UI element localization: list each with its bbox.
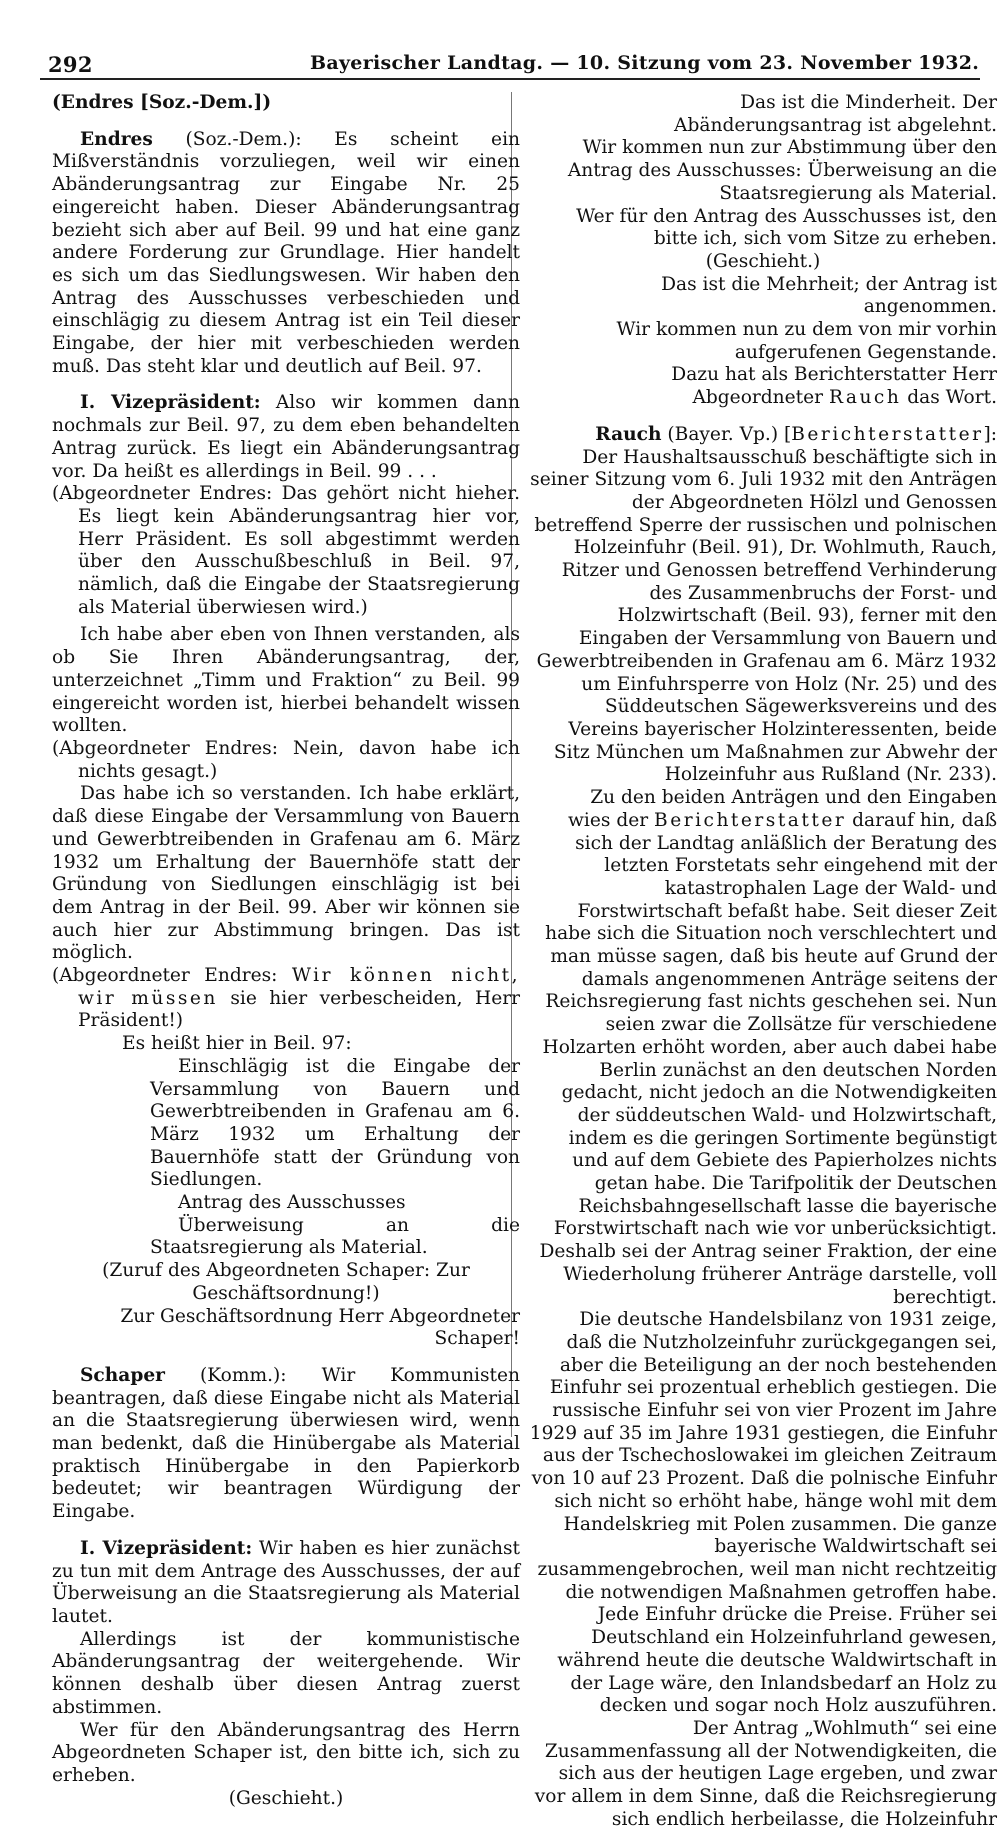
continuation-heading: (Endres [Soz.-Dem.]) — [52, 92, 272, 113]
paragraph-text: Also wir kommen dann nochmals zur Beil. 97, zu dem eben behandelten Antrag zurück. Es liegt ein Abänderungsantrag vor. Da heißt es allerdings in Beil. 99 . . . — [52, 392, 520, 482]
paragraph-text: (Soz.-Dem.): Es scheint ein Mißverständnis vorzuliegen, weil wir einen Abänderungsantrag zur Eingabe Nr. 25 eingereicht haben. Dieser Abänderungsantrag bezieht sich aber auf Beil. 99 und hat eine ganz andere Forderung zur Grundlage. Hier handelt es sich um das Siedlungswesen. Wir haben den Antrag des Ausschusses verbeschieden und einschlägig zu diesem Antrag ist ein Teil dieser Eingabe, der hier mit verbeschieden werden muß. Das steht klar und deutlich auf Beil. 97. — [52, 128, 520, 377]
page-number: 292 — [48, 52, 93, 77]
paragraph — [529, 787, 997, 1309]
paragraph — [52, 392, 520, 483]
paragraph — [52, 1365, 520, 1524]
right-column — [529, 92, 997, 1831]
interjection-emphasis: Wir können nicht, wir müssen — [78, 965, 521, 1009]
paragraph: Der Antrag „Wohlmuth“ sei eine Zusammenfassung all der Notwendigkeiten, die sich aus der heutigen Lage ergeben, und zwar vor allem in dem Sinne, daß die Reichsregierung sich endlich herbeilasse, die Holzeinfuhr — [534, 1717, 997, 1830]
paragraph-text: ]: Der Haushaltsausschuß beschäftigte sich in seiner Sitzung vom 6. Juli 1932 mit den Anträgen der Abgeordneten Hölzl und Genossen betreffend Sperre der russischen und polnischen Holzeinfuhr (Beil. 91), Dr. Wohlmuth, Rauch, Ritzer und Genossen betreffend Verhinderung des Zusammenbruchs der Forst- und Holzwirtschaft (Beil. 93), ferner mit den Eingaben der Versammlung von Bauern und Gewerbtreibenden in Grafenau am 6. März 1932 um Einfuhrsperre von Holz (Nr. 25) und des Süddeutschen Sägewerksvereins und des Vereins bayerischer Holzinteressenten, beide Sitz München um Maßnahmen zur Abwehr der Holzeinfuhr aus Rußland (Nr. 233). — [530, 423, 997, 786]
paragraph: Es heißt hier in Beil. 97: — [122, 1033, 352, 1055]
left-column — [52, 92, 520, 1810]
header-rule — [40, 78, 980, 80]
interjection — [52, 965, 520, 1033]
interjection-text: (Abgeordneter Endres: — [52, 965, 292, 987]
speaker-name: Rauch — [595, 423, 662, 445]
paragraph — [529, 364, 997, 409]
quote: Einschlägig ist die Eingabe der Versammlung von Bauern und Gewerbtreibenden in Grafenau am 6. März 1932 um Erhaltung der Bauernhöfe statt der Gründung von Siedlungen. — [150, 1055, 520, 1191]
paragraph: Das habe ich so verstanden. Ich habe erklärt, daß diese Eingabe der Versammlung von Bauern und Gewerbtreibenden in Grafenau am 6. März 1932 um Erhaltung der Bauernhöfe statt der Gründung von Siedlungen einschlägig ist bei dem Antrag in der Beil. 99. Aber wir können sie auch hier zur Abstimmung bringen. Das ist möglich. — [52, 783, 520, 964]
paragraph: Wer für den Antrag des Ausschusses ist, den bitte ich, sich vom Sitze zu erheben. — [576, 205, 997, 250]
role-label: Berichterstatter — [654, 809, 847, 831]
paragraph: Ich habe aber eben von Ihnen verstanden, als ob Sie Ihren Abänderungsantrag, der, unterzeichnet „Timm und Fraktion“ zu Beil. 99 eingereicht worden ist, hierbei behandelt wissen wollten. — [52, 624, 520, 737]
paragraph-text: das Wort. — [901, 387, 997, 409]
paragraph: Wir kommen nun zu dem von mir vorhin aufgerufenen Gegenstande. — [616, 319, 997, 363]
paragraph-text: (Komm.): Wir Kommunisten beantragen, daß diese Eingabe nicht als Material an die Staatsregierung überwiesen wird, wenn man bedenkt, daß die Hinübergabe als Material praktisch Hinübergabe in den Papierkorb bedeutet; wir beantragen Würdigung der Eingabe. — [52, 1364, 520, 1523]
paragraph-text: Wir haben es hier zunächst zu tun mit dem Antrage des Ausschusses, der auf Überweisung an die Staatsregierung als Material lautet. — [52, 1537, 520, 1627]
quote: Antrag des Ausschusses — [178, 1192, 406, 1214]
stage-note: (Geschieht.) — [228, 1787, 344, 1809]
paragraph-text: (Bayer. Vp.) [ — [661, 423, 792, 445]
paragraph: Das ist die Mehrheit; der Antrag ist angenommen. — [661, 273, 997, 318]
paragraph — [529, 424, 997, 787]
paragraph: Wir kommen nun zur Abstimmung über den Antrag des Ausschusses: Überweisung an die Staatsregierung als Material. — [567, 137, 997, 204]
role-label: Berichterstatter — [791, 423, 984, 445]
paragraph: Wer für den Abänderungsantrag des Herrn Abgeordneten Schaper ist, den bitte ich, sich zu erheben. — [52, 1719, 520, 1786]
paragraph-text: Dazu hat als Berichterstatter Herr Abgeordneter — [671, 364, 997, 409]
page-header — [40, 48, 980, 78]
paragraph: Die deutsche Handelsbilanz von 1931 zeige, daß die Nutzholzeinfuhr zurückgegangen sei, aber die Beteiligung an der noch bestehenden Einfuhr sei prozentual erheblich gestiegen. Die russische Einfuhr sei von vier Prozent im Jahre 1929 auf 35 im Jahre 1931 gestiegen, die Einfuhr aus der Tschechoslowakei im gleichen Zeitraum von 10 auf 23 Prozent. Daß die polnische Einfuhr sich nicht so erhöht habe, hänge wohl mit dem Handelskrieg mit Polen zusammen. Die ganze bayerische Waldwirtschaft sei zusammengebrochen, weil man nicht rechtzeitig die notwendigen Maßnahmen getroffen habe. Jede Einfuhr drücke die Preise. Früher sei Deutschland ein Holzeinfuhrland gewesen, während heute die deutsche Waldwirtschaft in der Lage wäre, den Inlandsbedarf an Holz zu decken und sogar noch Holz auszuführen. — [529, 1309, 997, 1717]
paragraph: Zur Geschäftsordnung Herr Abgeordneter Schaper! — [120, 1305, 520, 1350]
paragraph: Allerdings ist der kommunistische Abänderungsantrag der weitergehende. Wir können deshalb über diesen Antrag zuerst abstimmen. — [52, 1628, 520, 1718]
interjection: (Zuruf des Abgeordneten Schaper: Zur Geschäftsordnung!) — [102, 1260, 470, 1304]
interjection-text: sie hier verbescheiden, Herr Präsident!) — [78, 987, 520, 1032]
paragraph — [52, 129, 520, 379]
interjection: (Abgeordneter Endres: Das gehört nicht hieher. Es liegt kein Abänderungsantrag hier vor, Herr Präsident. Es soll abgestimmt werden über den Ausschußbeschluß in Beil. 97, nämlich, daß die Eingabe der Staatsregierung als Material überwiesen wird.) — [52, 483, 520, 618]
speaker-name: I. Vizepräsident: — [80, 1537, 253, 1559]
speaker-name: Endres — [80, 128, 153, 150]
speaker-name: Rauch — [828, 387, 902, 409]
paragraph — [52, 1538, 520, 1629]
quote: Überweisung an die Staatsregierung als Material. — [150, 1214, 520, 1259]
speaker-name: Schaper — [80, 1364, 165, 1386]
running-title: Bayerischer Landtag. — 10. Sitzung vom 23. November 1932. — [310, 52, 980, 74]
stage-note: (Geschieht.) — [705, 250, 821, 272]
paragraph: Das ist die Minderheit. Der Abänderungsantrag ist abgelehnt. — [674, 92, 997, 136]
speaker-name: I. Vizepräsident: — [80, 392, 261, 414]
interjection: (Abgeordneter Endres: Nein, davon habe ich nichts gesagt.) — [52, 737, 520, 782]
paragraph-text: Zu den beiden Anträgen und den Eingaben wies der — [568, 787, 997, 831]
paragraph-text: darauf hin, daß sich der Landtag anläßlich der Beratung des letzten Forstetats sehr eingehend mit der katastrophalen Lage der Wald- und Forstwirtschaft befaßt habe. Seit dieser Zeit habe sich die Situation noch verschlechtert und man müsse sagen, daß bis heute auf Grund der damals angenommenen Anträge seitens der Reichsregierung fast nichts geschehen sei. Nun seien zwar die Zollsätze für verschiedene Holzarten erhöht worden, aber auch dabei habe Berlin zunächst an den deutschen Norden gedacht, nicht jedoch an die Notwendigkeiten der süddeutschen Wald- und Holzwirtschaft, indem es die geringen Sortimente begünstigt und auf dem Gebiete des Papierholzes nichts getan habe. Die Tarifpolitik der Deutschen Reichsbahngesellschaft lasse die bayerische Forstwirtschaft nach wie vor unberücksichtigt. Deshalb sei der Antrag seiner Fraktion, der eine Wiederholung früherer Anträge darstelle, voll berechtigt. — [539, 809, 997, 1308]
